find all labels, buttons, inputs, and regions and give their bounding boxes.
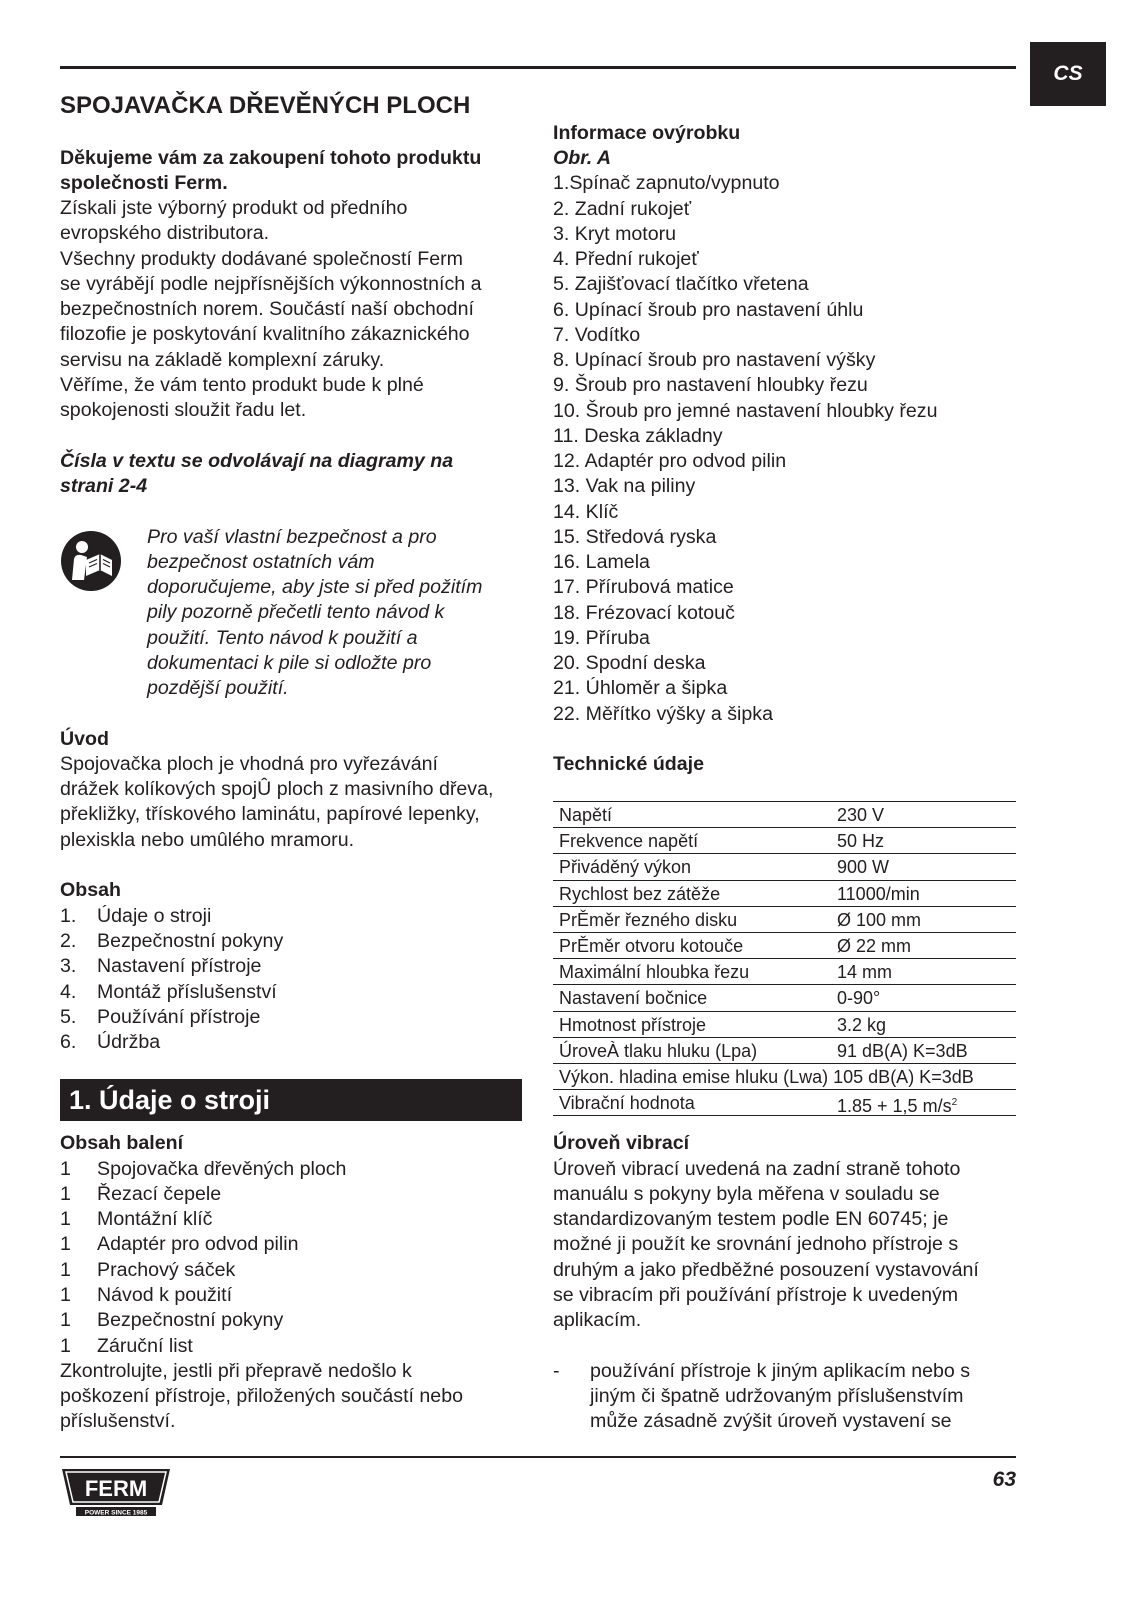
baleni-item: 1 Adaptér pro odvod pilin [60,1233,299,1255]
obsah-item: 2. Bezpečnostní pokyny [60,930,284,952]
part-item: 22. Měřítko výšky a šipka [553,703,773,725]
spec-row [553,907,1016,933]
part-item: 9. Šroub pro nastavení hloubky řezu [553,374,868,396]
spec-value: 50 Hz [837,831,885,852]
part-item: 13. Vak na piliny [553,475,696,497]
part-item: 17. Přírubová matice [553,576,734,598]
section-heading-bar: 1. Údaje o stroji [60,1079,522,1121]
part-item: 10. Šroub pro jemné nastavení hloubky řezu [553,400,938,422]
intro-line: evropského distributora. [60,222,270,244]
spec-label: Přiváděný výkon [559,857,692,878]
top-rule [60,66,1016,69]
spec-row [553,828,1016,854]
spec-row [553,1090,1016,1116]
spec-label: Napětí [559,805,613,825]
spec-row [553,959,1016,985]
check-line: příslušenství. [60,1410,176,1432]
spec-value: 230 V [837,805,885,825]
vibration-line: se vibracím při používání přístroje k uvedeným [553,1284,959,1306]
thanks-line: Děkujeme vám za zakoupení tohoto produktu [60,147,482,169]
ferm-logo [58,1467,174,1517]
spec-value: 1.85 + 1,5 $m/s^2$ [837,1096,958,1117]
baleni-item: 1 Záruční list [60,1335,193,1357]
obsah-heading: Obsah [60,879,121,901]
figure-label: Obr. A [553,147,612,169]
intro-line: filozofie je poskytování kvalitního zákaznického [60,323,470,345]
vibration-line: možné ji použít ke srovnání jednoho přístroje s [553,1233,959,1255]
spec-value: 14 mm [837,962,893,983]
obsah-item: 5. Používání přístroje [60,1006,261,1028]
safety-note-line: pily pozorně přečetli tento návod k [147,601,445,623]
intro-line: servisu na základě komplexní záruky. [60,349,385,371]
spec-value: Ø 22 mm [837,935,912,956]
spec-value: 0-90° [837,988,881,1009]
intro-line: Věříme, že vám tento produkt bude k plné [60,374,424,396]
part-item: 14. Klíč [553,501,619,523]
spec-row [553,854,1016,880]
vibration-line: manuálu s pokyny byla měřena v souladu se [553,1183,940,1205]
spec-label: Vibrační hodnota [559,1093,695,1114]
check-line: Zkontrolujte, jestli při přepravě nedošlo k [60,1360,412,1382]
bullet-line: jiným či špatně udržovaným příslušenstvím [590,1385,964,1407]
vibration-line: aplikacím. [553,1309,642,1331]
baleni-item: 1 Návod k použití [60,1284,233,1306]
baleni-heading: Obsah balení [60,1132,184,1154]
spec-label: PrĚměr řezného disku [559,909,738,930]
read-manual-icon [60,530,122,592]
thanks-line: společnosti Ferm. [60,172,228,194]
intro-line: Získali jste výborný produkt od předního [60,197,408,219]
spec-row [553,985,1016,1011]
intro-line: se vyrábějí podle nejpřísnějších výkonnostních a [60,273,482,295]
intro-line: spokojenosti sloužit řadu let. [60,399,307,421]
spec-row [553,802,1016,828]
part-item: 12. Adaptér pro odvod pilin [553,450,787,472]
obsah-item: 4. Montáž příslušenství [60,981,277,1003]
part-item: 11. Deska základny [553,425,723,447]
bullet-line: může zásadně zvýšit úroveň vystavení se [590,1410,952,1432]
spec-label: Nastavení bočnice [559,988,708,1009]
part-item: 6. Upínací šroub pro nastavení úhlu [553,299,864,321]
spec-value: 900 W [837,857,890,878]
safety-note-line: Pro vaší vlastní bezpečnost a pro [147,526,437,548]
diagram-note: Čísla v textu se odvolávají na diagramy na [60,450,454,472]
spec-label: ÚroveÀ tlaku hluku (Lpa) [559,1040,758,1061]
page-number: 63 [992,1468,1016,1491]
part-item: 21. Úhloměr a šipka [553,677,728,699]
part-item: 2. Zadní rukojeť [553,198,692,220]
vibration-line: Úroveň vibrací uvedená na zadní straně tohoto [553,1158,961,1180]
check-line: poškození přístroje, přiložených součástí nebo [60,1385,463,1407]
baleni-item: 1 Prachový sáček [60,1259,236,1281]
info-heading: Informace ovýrobku [553,122,741,144]
vibration-heading: Úroveň vibrací [553,1132,690,1154]
spec-row [553,933,1016,959]
bullet-dash: - [553,1360,560,1382]
spec-label: Maximální hloubka řezu [559,962,750,983]
spec-value: 91 dB(A) K=3dB [837,1040,968,1061]
part-item: 20. Spodní deska [553,652,706,674]
baleni-item: 1 Spojovačka dřevěných ploch [60,1158,347,1180]
part-item: 7. Vodítko [553,324,641,346]
part-item: 5. Zajišťovací tlačítko vřetena [553,273,809,295]
uvod-line: Spojovačka ploch je vhodná pro vyřezávání [60,753,438,775]
uvod-line: překližky, třískového laminátu, papírové lepenky, [60,803,480,825]
vibration-line: druhým a jako předběžné posouzení vystavování [553,1259,979,1281]
intro-line: bezpečnostních norem. Součástí naší obchodní [60,298,474,320]
safety-note-line: bezpečnost ostatních vám [147,551,375,573]
page-title: SPOJAVAČKA DŘEVĚNÝCH PLOCH [60,92,471,119]
baleni-item: 1 Bezpečnostní pokyny [60,1309,284,1331]
bullet-line: používání přístroje k jiným aplikacím nebo s [590,1360,971,1382]
bottom-rule [60,1456,1016,1458]
part-item: 4. Přední rukojeť [553,248,699,270]
spec-label: Rychlost bez zátěže [559,883,721,904]
tech-heading: Technické údaje [553,753,704,775]
obsah-item: 1. Údaje o stroji [60,905,212,927]
spec-label: Výkon. hladina emise hluku (Lwa) 105 dB(A) K=3dB [559,1066,974,1087]
baleni-item: 1 Řezací čepele [60,1183,222,1205]
diagram-note: strani 2-4 [60,475,148,497]
part-item: 8. Upínací šroub pro nastavení výšky [553,349,876,371]
spec-value: 3.2 kg [837,1014,887,1035]
safety-note-line: dokumentaci k pile si odložte pro [147,652,432,674]
safety-note-line: pozdější použití. [147,677,289,699]
part-item: 19. Příruba [553,627,650,649]
safety-note-line: doporučujeme, aby jste si před požitím [147,576,483,598]
vibration-line: standardizovaným testem podle EN 60745; je [553,1208,949,1230]
spec-row [553,1064,1016,1090]
spec-row [553,1038,1016,1064]
part-item: 3. Kryt motoru [553,223,677,245]
spec-label: Hmotnost přístroje [559,1014,707,1035]
language-tab: CS [1030,42,1106,106]
tech-spec-table [553,801,1016,1116]
part-item: 15. Středová ryska [553,526,717,548]
spec-row [553,881,1016,907]
uvod-line: plexiskla nebo umûlého mramoru. [60,829,355,851]
safety-note-line: použití. Tento návod k použití a [147,627,418,649]
obsah-item: 3. Nastavení přístroje [60,955,262,977]
part-item: 18. Frézovací kotouč [553,602,735,624]
uvod-heading: Úvod [60,728,109,750]
uvod-line: drážek kolíkových spojÛ ploch z masivního dřeva, [60,778,494,800]
spec-row [553,1012,1016,1038]
svg-text:FERM: FERM [84,1476,148,1501]
spec-label: PrĚměr otvoru kotouče [559,935,744,956]
baleni-item: 1 Montážní klíč [60,1208,213,1230]
spec-value: 11000/min [837,883,920,904]
spec-label: Frekvence napětí [559,831,699,852]
obsah-item: 6. Údržba [60,1031,161,1053]
intro-line: Všechny produkty dodávané společností Ferm [60,248,463,270]
spec-value: Ø 100 mm [837,909,922,930]
svg-text:POWER SINCE 1985: POWER SINCE 1985 [84,1509,148,1517]
part-item: 16. Lamela [553,551,650,573]
part-item: 1.Spínač zapnuto/vypnuto [553,172,780,194]
